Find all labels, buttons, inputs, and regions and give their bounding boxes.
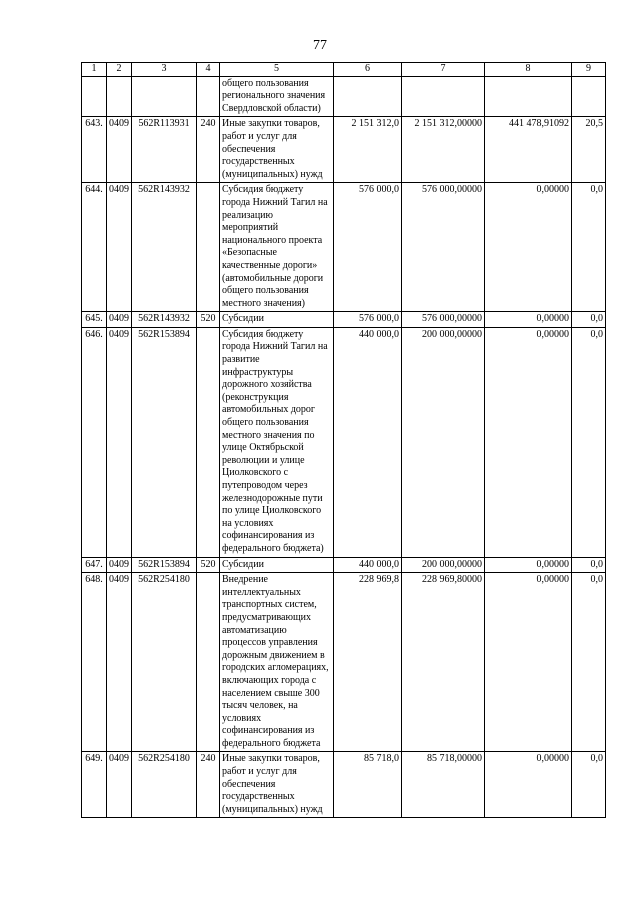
row-code: 562R153894 <box>132 557 197 573</box>
column-header: 3 <box>132 63 197 77</box>
row-description: Иные закупки товаров, работ и услуг для обеспечения государственных (муниципальных) нужд <box>220 117 334 183</box>
row-number: 644. <box>82 183 107 312</box>
table-row <box>82 183 606 312</box>
table-row <box>82 557 606 573</box>
row-executed: 0,00000 <box>485 557 572 573</box>
row-number: 649. <box>82 752 107 818</box>
row-description: Субсидия бюджету города Нижний Тагил на развитие инфраструктуры дорожного хозяйства (реконструкция автомобильных дорог общего пользования местного значения по улице Октябрьской революции и улице Циолковского с путепроводом через железнодорожные пути по улице Циолковского на условиях софинансирования из федерального бюджета) <box>220 327 334 557</box>
row-code: 562R143932 <box>132 312 197 328</box>
row-section: 0409 <box>107 312 132 328</box>
row-section: 0409 <box>107 573 132 752</box>
page-number: 77 <box>313 38 327 53</box>
table-row <box>82 312 606 328</box>
row-kind <box>197 183 220 312</box>
column-header: 4 <box>197 63 220 77</box>
budget-table <box>81 62 606 818</box>
table-row <box>82 327 606 557</box>
row-code: 562R254180 <box>132 573 197 752</box>
column-header: 1 <box>82 63 107 77</box>
row-kind: 240 <box>197 117 220 183</box>
column-header: 5 <box>220 63 334 77</box>
row-percent: 0,0 <box>572 573 606 752</box>
row-approved: 200 000,00000 <box>402 327 485 557</box>
row-approved: 200 000,00000 <box>402 557 485 573</box>
row-approved: 576 000,00000 <box>402 312 485 328</box>
column-header: 8 <box>485 63 572 77</box>
row-number: 648. <box>82 573 107 752</box>
row-executed: 0,00000 <box>485 312 572 328</box>
row-code: 562R143932 <box>132 183 197 312</box>
row-percent: 0,0 <box>572 312 606 328</box>
row-kind: 520 <box>197 312 220 328</box>
table-row <box>82 573 606 752</box>
row-kind <box>197 327 220 557</box>
row-percent: 0,0 <box>572 183 606 312</box>
row-plan: 576 000,0 <box>334 183 402 312</box>
row-approved: 2 151 312,00000 <box>402 117 485 183</box>
row-plan: 576 000,0 <box>334 312 402 328</box>
row-description: Субсидии <box>220 557 334 573</box>
column-header: 9 <box>572 63 606 77</box>
row-kind <box>197 573 220 752</box>
row-code: 562R153894 <box>132 327 197 557</box>
row-executed: 441 478,91092 <box>485 117 572 183</box>
column-header: 2 <box>107 63 132 77</box>
row-executed: 0,00000 <box>485 183 572 312</box>
row-plan: 2 151 312,0 <box>334 117 402 183</box>
row-executed: 0,00000 <box>485 752 572 818</box>
row-number: 643. <box>82 117 107 183</box>
row-description: общего пользования регионального значения Свердловской области) <box>220 76 334 117</box>
row-approved: 576 000,00000 <box>402 183 485 312</box>
table-row <box>82 752 606 818</box>
row-code: 562R254180 <box>132 752 197 818</box>
row-percent: 0,0 <box>572 557 606 573</box>
row-number: 646. <box>82 327 107 557</box>
row-plan: 440 000,0 <box>334 327 402 557</box>
row-percent: 0,0 <box>572 327 606 557</box>
row-description: Внедрение интеллектуальных транспортных систем, предусматривающих автоматизацию процессов управления дорожным движением в городских агломерациях, включающих города с населением свыше 300 тысяч человек, на условиях софинансирования из федерального бюджета <box>220 573 334 752</box>
row-kind: 240 <box>197 752 220 818</box>
row-section: 0409 <box>107 117 132 183</box>
table-row-continuation <box>82 76 606 117</box>
row-number: 647. <box>82 557 107 573</box>
row-plan: 85 718,0 <box>334 752 402 818</box>
row-plan: 440 000,0 <box>334 557 402 573</box>
row-description: Субсидии <box>220 312 334 328</box>
row-number: 645. <box>82 312 107 328</box>
row-percent: 20,5 <box>572 117 606 183</box>
row-plan: 228 969,8 <box>334 573 402 752</box>
row-section: 0409 <box>107 557 132 573</box>
column-header: 6 <box>334 63 402 77</box>
row-section: 0409 <box>107 327 132 557</box>
row-percent: 0,0 <box>572 752 606 818</box>
row-section: 0409 <box>107 183 132 312</box>
row-section: 0409 <box>107 752 132 818</box>
header-row <box>82 63 606 77</box>
row-executed: 0,00000 <box>485 573 572 752</box>
row-approved: 85 718,00000 <box>402 752 485 818</box>
row-description: Иные закупки товаров, работ и услуг для обеспечения государственных (муниципальных) нужд <box>220 752 334 818</box>
row-code: 562R113931 <box>132 117 197 183</box>
row-approved: 228 969,80000 <box>402 573 485 752</box>
table-row <box>82 117 606 183</box>
row-kind: 520 <box>197 557 220 573</box>
column-header: 7 <box>402 63 485 77</box>
row-executed: 0,00000 <box>485 327 572 557</box>
row-description: Субсидия бюджету города Нижний Тагил на реализацию мероприятий национального проекта «Безопасные качественные дороги» (автомобильные дороги общего пользования местного значения) <box>220 183 334 312</box>
